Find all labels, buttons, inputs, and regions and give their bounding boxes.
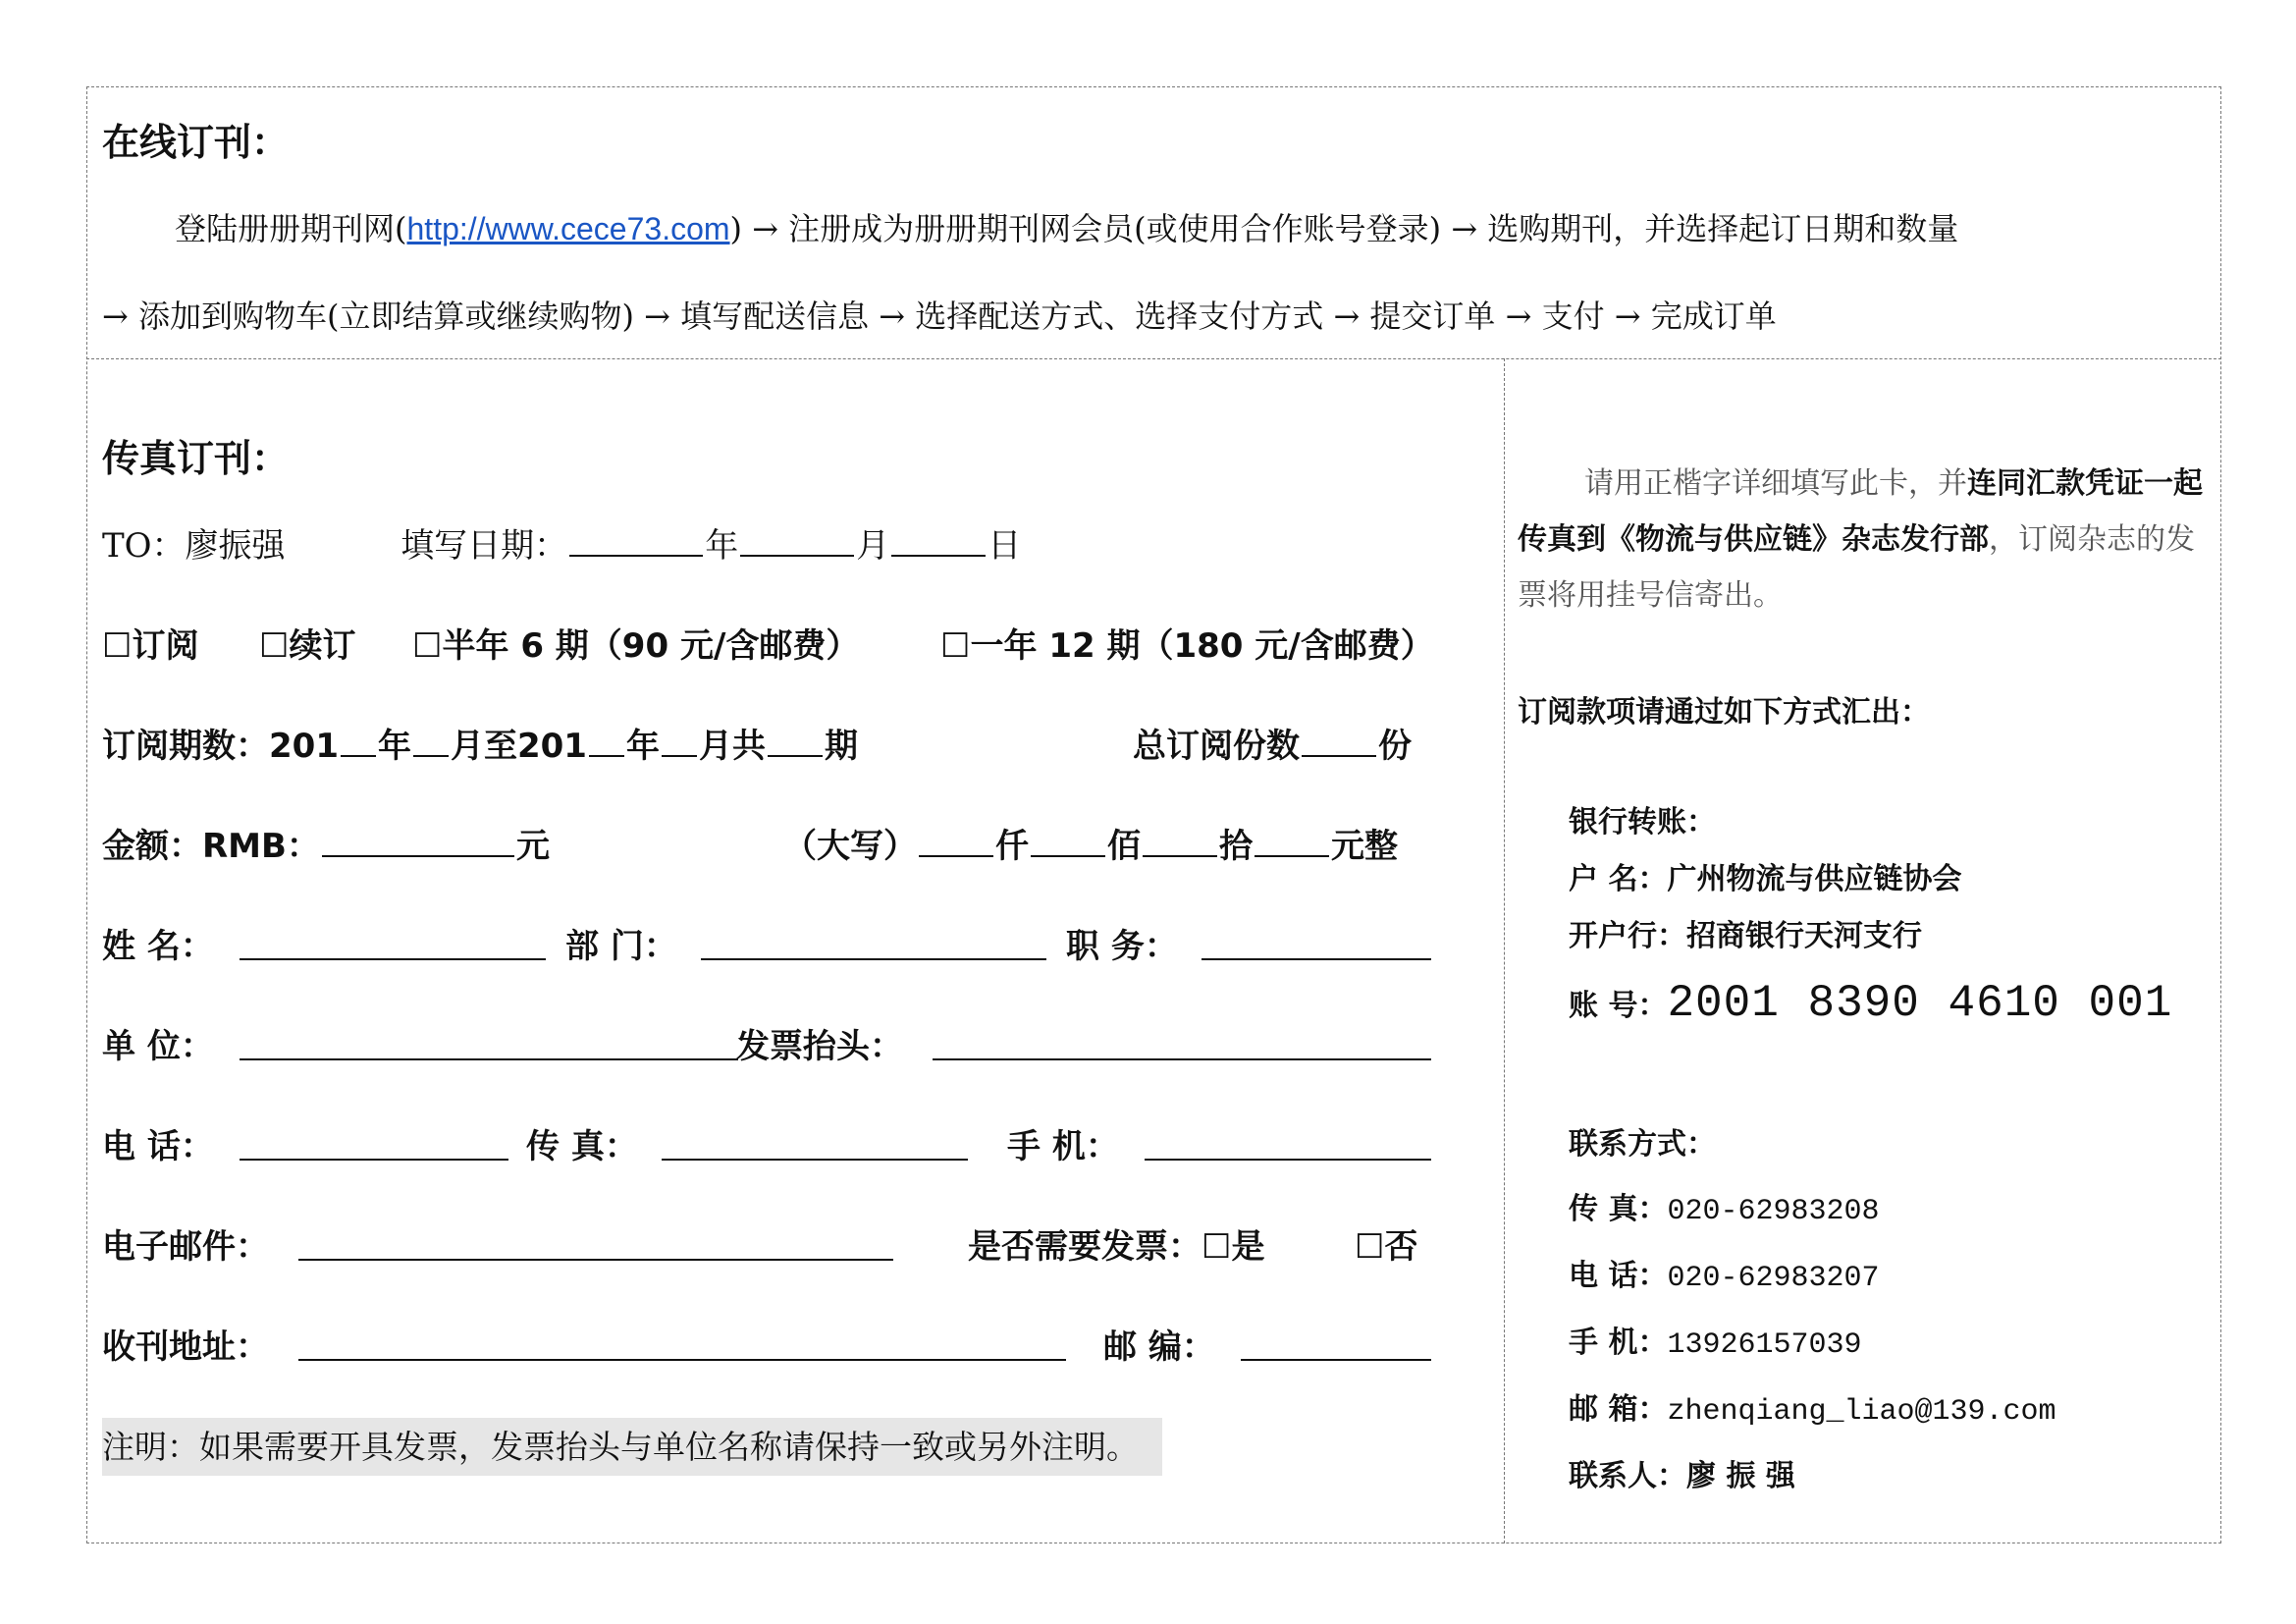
amount-field[interactable] bbox=[322, 826, 514, 857]
online-heading: 在线订刊： bbox=[102, 121, 290, 164]
contact-phone-label: 电 话： bbox=[1569, 1259, 1668, 1293]
amount-line bbox=[102, 819, 550, 867]
period-issue-label: 期 bbox=[824, 727, 858, 766]
invoice-title-label: 发票抬头： bbox=[736, 1027, 903, 1066]
period-month-total-label: 月共 bbox=[698, 727, 766, 766]
option-half-year[interactable]: ☐半年 6 期（90 元/含邮费） bbox=[412, 626, 860, 666]
email-field[interactable] bbox=[298, 1229, 893, 1261]
address-field[interactable] bbox=[298, 1329, 1066, 1361]
instructions-paragraph bbox=[1518, 456, 2209, 623]
contact-person-label: 联系人： bbox=[1569, 1459, 1686, 1493]
invoice-title-field[interactable] bbox=[933, 1029, 1431, 1060]
online-flow-line2: → 添加到购物车(立即结算或继续购物) → 填写配送信息 → 选择配送方式、选择支付方式 → 提交订单 → 支付 → 完成订单 bbox=[102, 298, 1777, 335]
period-year2-label: 年 bbox=[625, 727, 660, 766]
fax-heading: 传真订刊： bbox=[102, 437, 290, 480]
dept-field[interactable] bbox=[701, 929, 1046, 960]
bank-name: 招商银行天河支行 bbox=[1686, 919, 1922, 953]
qian-field[interactable] bbox=[919, 826, 993, 857]
column-divider bbox=[1504, 358, 1505, 1543]
qian-label: 仟 bbox=[995, 827, 1029, 866]
period-label: 订阅期数： bbox=[102, 727, 269, 766]
bank-row bbox=[1569, 911, 1922, 954]
start-year-field[interactable] bbox=[341, 726, 376, 757]
contact-email-label: 邮 箱： bbox=[1569, 1392, 1668, 1427]
name-field[interactable] bbox=[240, 929, 546, 960]
account-number-row bbox=[1569, 978, 2172, 1029]
instructions-bold-b: 连同汇款凭证 bbox=[1967, 466, 2144, 501]
phone-label: 电 话： bbox=[102, 1127, 214, 1166]
account-label: 账 号： bbox=[1569, 989, 1668, 1023]
capital-label: （大写） bbox=[783, 827, 917, 866]
amount-unit: 元 bbox=[515, 827, 550, 866]
zip-label: 邮 编： bbox=[1103, 1327, 1215, 1367]
day-label: 日 bbox=[988, 526, 1022, 566]
copies-label: 总订阅份数 bbox=[1133, 727, 1300, 766]
option-subscribe[interactable]: ☐订阅 bbox=[102, 626, 199, 666]
yuan-field[interactable] bbox=[1255, 826, 1329, 857]
contact-email[interactable]: zhenqiang_liao@139.com bbox=[1667, 1395, 2056, 1429]
instructions-text-d: ，订阅 bbox=[1989, 522, 2077, 557]
cece73-link[interactable]: http://www.cece73.com bbox=[406, 211, 730, 246]
unit-label: 单 位： bbox=[102, 1027, 214, 1066]
bai-field[interactable] bbox=[1031, 826, 1105, 857]
online-flow-line1 bbox=[175, 204, 1958, 249]
shi-label: 拾 bbox=[1219, 827, 1253, 866]
yuanzheng-label: 元整 bbox=[1331, 827, 1398, 866]
contact-phone-row bbox=[1569, 1251, 1880, 1295]
contact-mobile: 13926157039 bbox=[1667, 1328, 1862, 1362]
fax-label: 传 真： bbox=[526, 1127, 638, 1166]
date-month-field[interactable] bbox=[740, 525, 854, 557]
zip-field[interactable] bbox=[1241, 1329, 1431, 1361]
fax-field[interactable] bbox=[662, 1129, 968, 1161]
flow-intro: 登陆册册期刊网( bbox=[175, 210, 407, 247]
contact-mobile-row bbox=[1569, 1318, 1862, 1362]
shi-field[interactable] bbox=[1143, 826, 1217, 857]
mobile-label: 手 机： bbox=[1007, 1127, 1119, 1166]
contact-heading: 联系方式： bbox=[1569, 1127, 1716, 1162]
end-year-field[interactable] bbox=[589, 726, 624, 757]
period-line bbox=[102, 719, 858, 767]
need-invoice-no[interactable]: ☐否 bbox=[1355, 1227, 1418, 1267]
year-label: 年 bbox=[705, 526, 739, 566]
dept-label: 部 门： bbox=[565, 927, 677, 966]
option-full-year[interactable]: ☐一年 12 期（180 元/含邮费） bbox=[940, 626, 1434, 666]
contact-fax-row bbox=[1569, 1184, 1880, 1228]
date-year-field[interactable] bbox=[569, 525, 703, 557]
job-title-label: 职 务： bbox=[1066, 927, 1178, 966]
month-label: 月 bbox=[856, 526, 890, 566]
date-label: 填写日期： bbox=[400, 526, 568, 566]
address-label: 收刊地址： bbox=[102, 1327, 269, 1367]
copies-line bbox=[1133, 719, 1412, 767]
need-invoice-yes[interactable]: 是否需要发票：☐是 bbox=[968, 1227, 1265, 1267]
period-year-label: 年 bbox=[377, 727, 411, 766]
amount-label: 金额：RMB： bbox=[102, 827, 320, 866]
job-title-field[interactable] bbox=[1201, 929, 1431, 960]
start-month-field[interactable] bbox=[413, 726, 449, 757]
contact-email-row bbox=[1569, 1384, 2056, 1429]
bank-heading: 银行转账： bbox=[1569, 805, 1716, 839]
copies-field[interactable] bbox=[1302, 726, 1376, 757]
contact-person: 廖 振 强 bbox=[1686, 1459, 1795, 1493]
bai-label: 佰 bbox=[1107, 827, 1141, 866]
section-divider bbox=[86, 358, 2221, 359]
account-name: 广州物流与供应链协会 bbox=[1667, 862, 1962, 896]
email-label: 电子邮件： bbox=[102, 1227, 269, 1267]
date-day-field[interactable] bbox=[891, 525, 986, 557]
account-name-label: 户 名： bbox=[1569, 862, 1668, 896]
remit-heading: 订阅款项请通过如下方式汇出： bbox=[1518, 695, 1930, 730]
flow-line1-rest: ) → 注册成为册册期刊网会员(或使用合作账号登录) → 选购期刊，并选择起订日期和数量 bbox=[729, 210, 1959, 247]
issue-count-field[interactable] bbox=[768, 726, 823, 757]
bank-label: 开户行： bbox=[1569, 919, 1686, 953]
account-number: 2001 8390 4610 001 bbox=[1667, 978, 2173, 1029]
account-name-row bbox=[1569, 854, 1961, 897]
instructions-text-a: 请用正楷字详细填写此卡，并 bbox=[1584, 466, 1967, 501]
instructions-text-e: 杂志的发票将用挂号信寄出。 bbox=[1518, 522, 2195, 613]
to-line bbox=[102, 518, 1021, 567]
contact-mobile-label: 手 机： bbox=[1569, 1326, 1668, 1360]
copies-unit: 份 bbox=[1378, 727, 1412, 766]
instructions-bold-c: 一起传真到《物流与供应链》杂志发行部 bbox=[1518, 466, 2203, 557]
end-month-field[interactable] bbox=[662, 726, 697, 757]
name-label: 姓 名： bbox=[102, 927, 214, 966]
unit-field[interactable] bbox=[240, 1029, 738, 1060]
period-month-to-label: 月至 bbox=[450, 727, 517, 766]
contact-fax-label: 传 真： bbox=[1569, 1192, 1668, 1226]
period-start-prefix: 201 bbox=[269, 727, 339, 766]
contact-person-row bbox=[1569, 1451, 1795, 1494]
phone-field[interactable] bbox=[240, 1129, 508, 1161]
period-end-prefix: 201 bbox=[516, 727, 587, 766]
option-renew[interactable]: ☐续订 bbox=[259, 626, 356, 666]
mobile-field[interactable] bbox=[1145, 1129, 1431, 1161]
contact-fax: 020-62983208 bbox=[1667, 1195, 1880, 1228]
contact-phone: 020-62983207 bbox=[1667, 1262, 1880, 1295]
to-label: TO：廖振强 bbox=[102, 526, 286, 566]
amount-capital-line bbox=[783, 819, 1398, 867]
invoice-note: 注明：如果需要开具发票，发票抬头与单位名称请保持一致或另外注明。 bbox=[102, 1418, 1162, 1476]
